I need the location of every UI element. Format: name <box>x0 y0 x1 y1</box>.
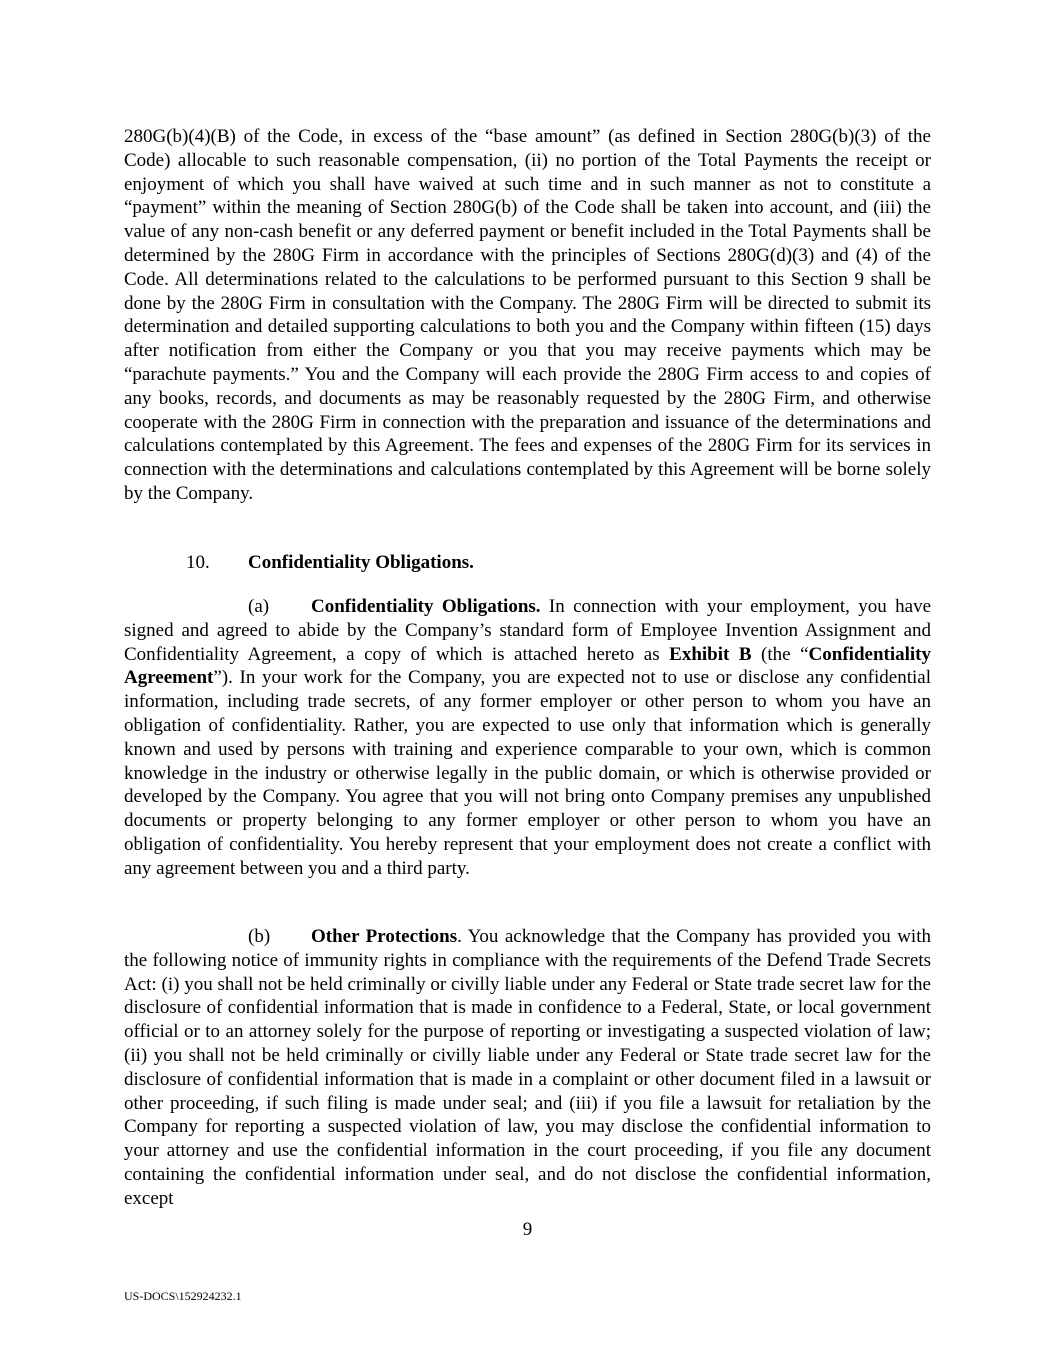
subsection-a-paragraph <box>124 595 931 881</box>
document-id-footer: US-DOCS\152924232.1 <box>124 1289 242 1303</box>
subsection-a-title: Confidentiality Obligations. <box>311 596 541 617</box>
defined-term-confidentiality-agreement: Confidentiality Agreement <box>124 643 931 689</box>
exhibit-reference: Exhibit B <box>669 643 752 665</box>
section-10-heading <box>186 551 474 575</box>
subsection-a-text-1: In connection with your employment, you have signed and agreed to abide by the Company’s standard form of Employee Invention Assignment and Confidentiality Agreement, a copy of which is attached hereto as <box>124 596 932 665</box>
subsection-a-label: (a) <box>248 596 270 617</box>
subsection-b-title: Other Protections <box>311 926 458 947</box>
page-number: 9 <box>522 1219 533 1240</box>
subsection-a-text-3: ”). In your work for the Company, you are expected not to use or disclose any confidential information, including trade secrets, of any former employer or other person to whom you have an obligation of confidentiality. Rather, you are expected to use only that information which is generally known and used by persons with training and experience comparable to your own, which is common knowledge in the industry or otherwise legally in the public domain, or which is otherwise provided or developed by the Company. You agree that you will not bring onto Company premises any unpublished documents or property belonging to any former employer or other person to whom you have an obligation of confidentiality. You hereby represent that your employment does not create a conflict with any agreement between you and a third party. <box>124 667 931 879</box>
section-10-number: 10. <box>186 552 210 573</box>
subsection-b-paragraph <box>124 925 931 1211</box>
subsection-b-text: . You acknowledge that the Company has provided you with the following notice of immunity rights in compliance with the requirements of the Defend Trade Secrets Act: (i) you shall not be held criminally or civilly liable under any Federal or State trade secret law for the disclosure of confidential information that is made in confidence to a Federal, State, or local government official or to an attorney solely for the purpose of reporting or investigating a suspected violation of law; (ii) you shall not be held criminally or civilly liable under any Federal or State trade secret law for the disclosure of confidential information that is made in a complaint or other document filed in a lawsuit or other proceeding, if such filing is made under seal; and (iii) if you file a lawsuit for retaliation by the Company for reporting a suspected violation of law, you may disclose the confidential information to your attorney and use the confidential information in the court proceeding, if you file any document containing the confidential information under seal, and do not disclose the confidential information, except <box>124 926 931 1209</box>
section-10-title: Confidentiality Obligations. <box>248 552 474 573</box>
paragraph-280g-determination: 280G(b)(4)(B) of the Code, in excess of the “base amount” (as defined in Section 280G(b)(3) of the Code) allocable to such reasonable compensation, (ii) no portion of the Total Payments the receipt or enjoyment of which you shall have waived at such time and in such manner as not to constitute a “payment” within the meaning of Section 280G(b) of the Code shall be taken into account, and (iii) the value of any non-cash benefit or any deferred payment or benefit included in the Total Payments shall be determined by the 280G Firm in accordance with the principles of Sections 280G(d)(3) and (4) of the Code. All determinations related to the calculations to be performed pursuant to this Section 9 shall be done by the 280G Firm in consultation with the Company. The 280G Firm will be directed to submit its determination and detailed supporting calculations to both you and the Company within fifteen (15) days after notification from either the Company or you that you may receive payments which may be “parachute payments.” You and the Company will each provide the 280G Firm access to and copies of any books, records, and documents as may be reasonably requested by the 280G Firm, and otherwise cooperate with the 280G Firm in connection with the preparation and issuance of the determinations and calculations contemplated by this Agreement. The fees and expenses of the 280G Firm for its services in connection with the determinations and calculations contemplated by this Agreement will be borne solely by the Company. <box>124 126 931 504</box>
subsection-a-text-2: (the “ <box>751 643 809 665</box>
subsection-b-label: (b) <box>248 926 271 947</box>
